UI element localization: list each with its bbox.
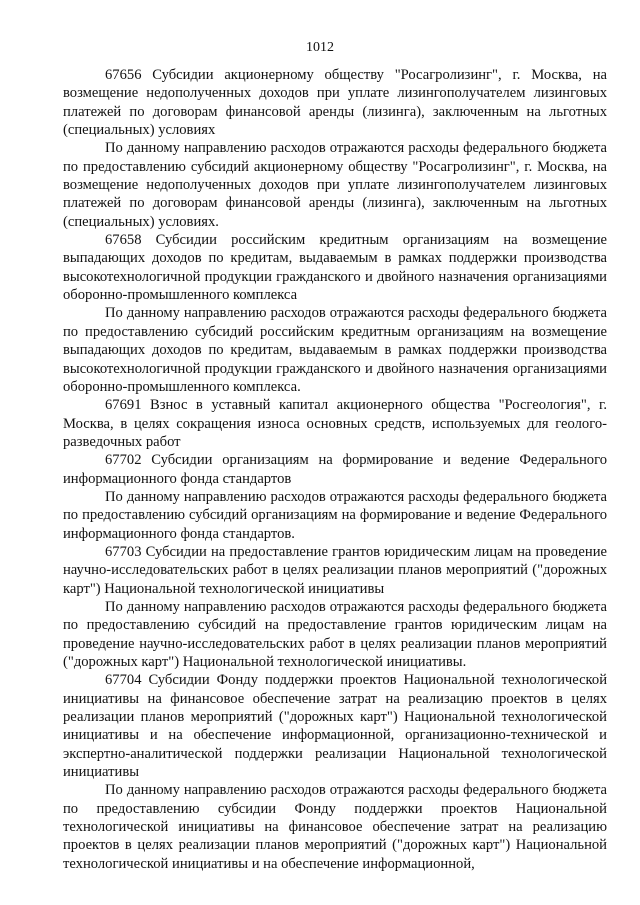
paragraph-67691-heading: 67691 Взнос в уставный капитал акционерного общества "Росгеология", г. Москва, в целях сокращения износа основных средств, используемых для геолого-разведочных работ <box>63 397 607 450</box>
document-body <box>63 66 607 873</box>
paragraph-67656-heading: 67656 Субсидии акционерному обществу "Росагролизинг", г. Москва, на возмещение недополученных доходов при уплате лизингополучателем лизинговых платежей по договорам финансовой аренды (лизинга), заключенным на льготных (специальных) условиях <box>63 67 607 139</box>
paragraph-67656-description: По данному направлению расходов отражаются расходы федерального бюджета по предоставлению субсидий акционерному обществу "Росагролизинг", г. Москва, на возмещение недополученных доходов при уплате лизингополучателем лизинговых платежей по договорам финансовой аренды (лизинга), заключенным на льготных (специальных) условиях. <box>63 140 607 230</box>
paragraph-67658-description: По данному направлению расходов отражаются расходы федерального бюджета по предоставлению субсидий российским кредитным организациям на возмещение выпадающих доходов по кредитам, выдаваемым в рамках поддержки производства высокотехнологичной продукции гражданского и двойного назначения организациями оборонно-промышленного комплекса. <box>63 305 607 395</box>
page-number: 1012 <box>306 40 334 55</box>
paragraph-67702-heading: 67702 Субсидии организациям на формирование и ведение Федерального информационного фонда стандартов <box>63 452 607 487</box>
paragraph-67703-description: По данному направлению расходов отражаются расходы федерального бюджета по предоставлению субсидий на предоставление грантов юридическим лицам на проведение научно-исследовательских работ в целях реализации планов мероприятий ("дорожных карт") Национальной технологической инициативы. <box>63 598 607 670</box>
paragraph-67702-description: По данному направлению расходов отражаются расходы федерального бюджета по предоставлению субсидий организациям на формирование и ведение Федерального информационного фонда стандартов. <box>63 488 607 542</box>
paragraph-67704-description: По данному направлению расходов отражаются расходы федерального бюджета по предоставлению субсидии Фонду поддержки проектов Национальной технологической инициативы на финансовое обеспечение затрат на реализацию проектов в целях реализации планов мероприятий ("дорожных карт") Национальной технологической инициативы и на обеспечение информационной, <box>63 782 607 872</box>
paragraph-67658-heading: 67658 Субсидии российским кредитным организациям на возмещение выпадающих доходов по кредитам, выдаваемым в рамках поддержки производства высокотехнологичной продукции гражданского и двойного назначения организациями оборонно-промышленного комплекса <box>63 232 607 304</box>
paragraph-67704-heading: 67704 Субсидии Фонду поддержки проектов Национальной технологической инициативы на финансовое обеспечение затрат на реализацию проектов в целях реализации планов мероприятий ("дорожных карт") Национальной технологической инициативы и на обеспечение информационной, организационно-технической и экспертно-аналитической поддержки реализации Национальной технологической инициативы <box>63 672 607 781</box>
paragraph-67703-heading: 67703 Субсидии на предоставление грантов юридическим лицам на проведение научно-исследовательских работ в целях реализации планов мероприятий ("дорожных карт") Национальной технологической инициативы <box>63 543 607 597</box>
